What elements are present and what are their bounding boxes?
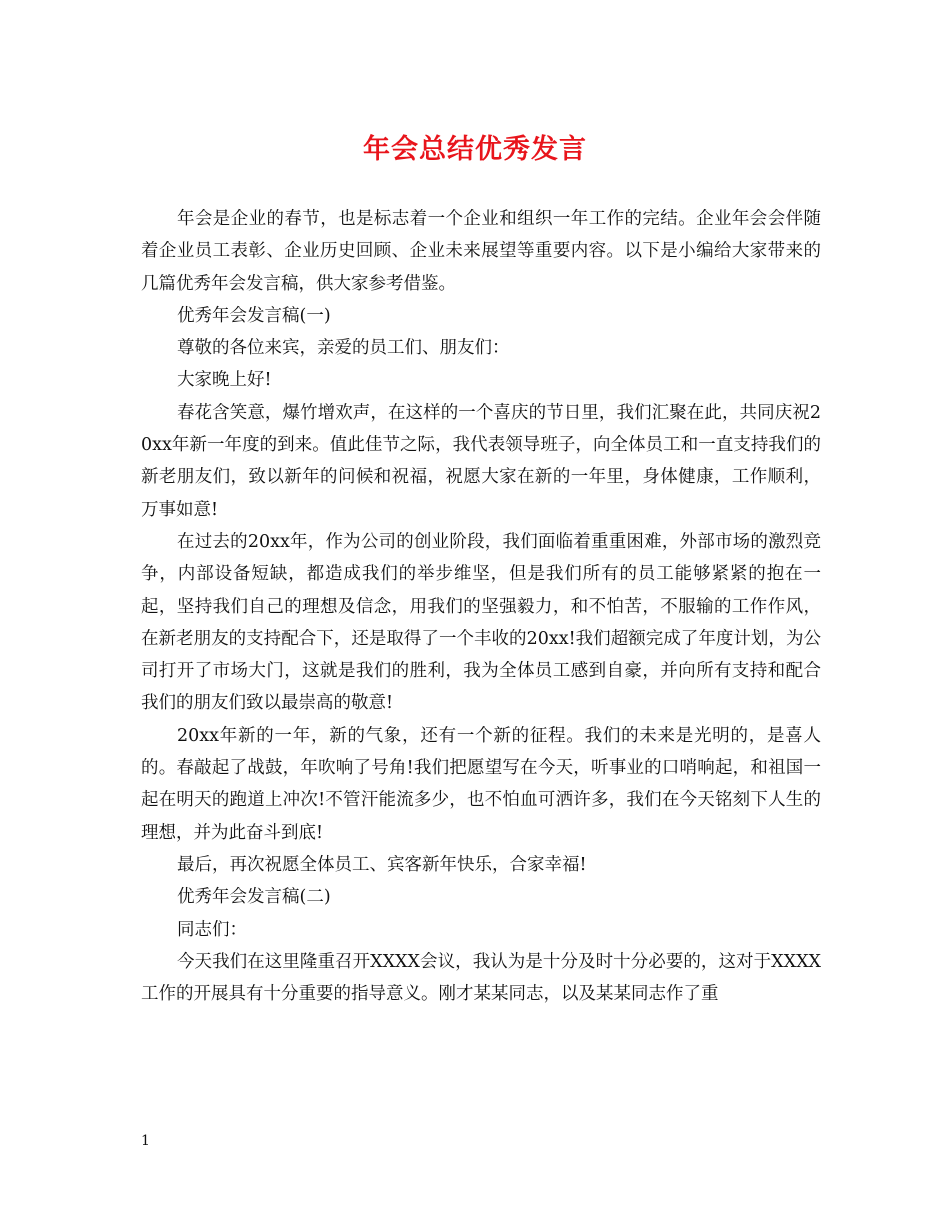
document-body [141,203,821,1010]
page-number: 1 [141,1133,150,1149]
closing-paragraph: 最后，再次祝愿全体员工、宾客新年快乐，合家幸福! [177,854,587,875]
body-paragraph: 今天我们在这里隆重召开XXXX会议，我认为是十分及时十分必要的，这对于XXXX工作的开展具有十分重要的指导意义。刚才某某同志，以及某某同志作了重 [141,951,821,1005]
greeting-paragraph: 大家晚上好! [177,370,272,391]
body-paragraph: 20xx年新的一年，新的气象，还有一个新的征程。我们的未来是光明的，是喜人的。春敲起了战鼓，年吹响了号角!我们把愿望写在今天，听事业的口哨响起，和祖国一起在明天的跑道上冲次!不管汗能流多少，也不怕血可洒许多，我们在今天铭刻下人生的理想，并为此奋斗到底! [141,725,821,843]
salutation-paragraph: 尊敬的各位来宾，亲爱的员工们、朋友们： [177,338,510,359]
intro-paragraph: 年会是企业的春节，也是标志着一个企业和组织一年工作的完结。企业年会会伴随着企业员工表彰、企业历史回顾、企业未来展望等重要内容。以下是小编给大家带来的几篇优秀年会发言稿，供大家参考借鉴。 [141,209,821,294]
salutation-paragraph: 同志们： [177,919,247,940]
speech-heading-2: 优秀年会发言稿(二) [177,887,331,908]
page-title: 年会总结优秀发言 [363,134,587,165]
body-paragraph: 在过去的20xx年，作为公司的创业阶段，我们面临着重重困难，外部市场的激烈竞争，内部设备短缺，都造成我们的举步维坚，但是我们所有的员工能够紧紧的抱在一起，坚持我们自己的理想及信念，用我们的坚强毅力，和不怕苦，不服输的工作作风，在新老朋友的支持配合下，还是取得了一个丰收的20xx!我们超额完成了年度计划，为公司打开了市场大门，这就是我们的胜利，我为全体员工感到自豪，并向所有支持和配合我们的朋友们致以最崇高的敬意! [141,531,821,714]
speech-heading-1: 优秀年会发言稿(一) [177,305,331,326]
body-paragraph: 春花含笑意，爆竹增欢声，在这样的一个喜庆的节日里，我们汇聚在此，共同庆祝20xx年新一年度的到来。值此佳节之际，我代表领导班子，向全体员工和一直支持我们的新老朋友们，致以新年的问候和祝福，祝愿大家在新的一年里，身体健康，工作顺利，万事如意! [141,402,821,520]
